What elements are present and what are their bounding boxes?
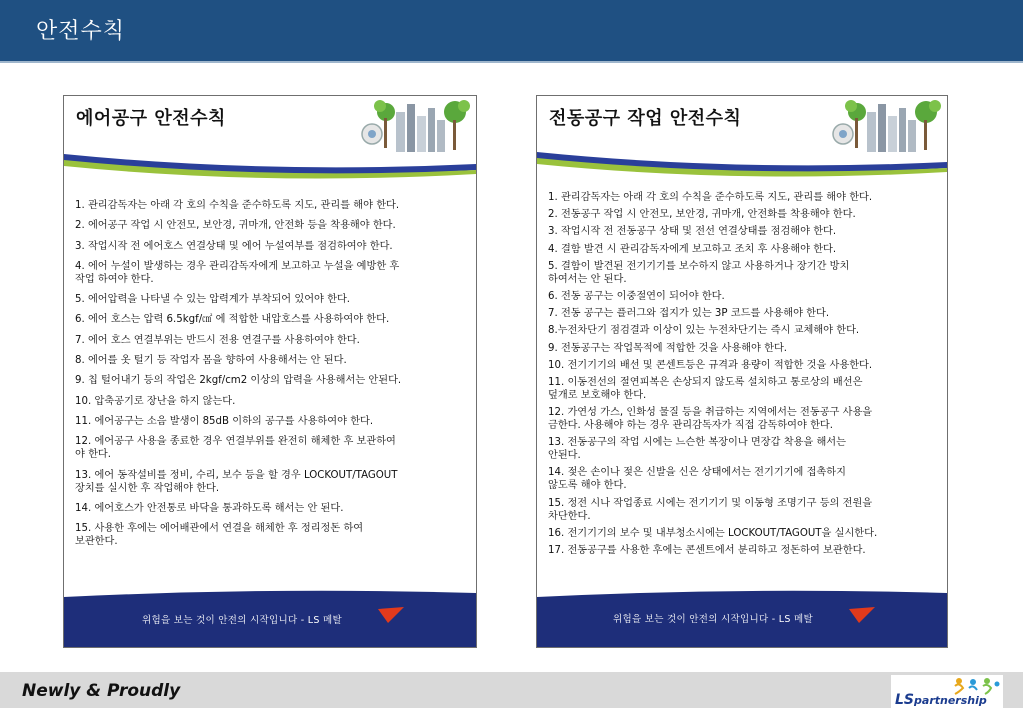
rule-item: 5. 결함이 발견된 전기기기를 보수하지 않고 사용하거나 장기간 방치 하여서는 안 된다. <box>548 260 850 285</box>
rule-item: 6. 전동 공구는 이중절연이 되어야 한다. <box>548 290 725 302</box>
poster-title: 전동공구 작업 안전수칙 <box>549 108 742 129</box>
rule-item: 14. 에어호스가 안전통로 바닥을 통과하도록 해서는 안 된다. <box>75 502 344 514</box>
rule-item: 9. 칩 털어내기 등의 작업은 2kgf/cm2 이상의 압력을 사용해서는 안된다. <box>75 375 402 387</box>
rule-item: 8. 에어를 옷 털기 등 작업자 몸을 향하여 사용해서는 안 된다. <box>75 355 347 367</box>
air-tool-safety-poster <box>63 95 477 648</box>
rule-item: 8.누전차단기 점검결과 이상이 있는 누전차단기는 즉시 교체해야 한다. <box>548 325 860 337</box>
header-bar <box>0 0 1023 61</box>
rule-item: 16. 전기기기의 보수 및 내부청소시에는 LOCKOUT/TAGOUT을 실시한다. <box>548 527 878 539</box>
header-divider <box>0 61 1023 63</box>
decorative-swoosh <box>64 148 476 192</box>
rule-item: 3. 작업시작 전 에어호스 연결상태 및 에어 누설여부를 점검하여야 한다. <box>75 240 393 252</box>
logo-ls-text: LS <box>895 692 915 708</box>
rule-item: 13. 에어 동작설비를 정비, 수리, 보수 등을 할 경우 LOCKOUT/TAGOUT 장치를 실시한 후 작업해야 한다. <box>75 469 398 494</box>
logo-partnership-text: partnership <box>914 694 987 707</box>
rule-item: 3. 작업시작 전 전동공구 상태 및 전선 연결상태를 점검해야 한다. <box>548 226 837 238</box>
footer-swoosh <box>64 587 476 597</box>
rule-item: 9. 전동공구는 작업목적에 적합한 것을 사용해야 한다. <box>548 342 788 354</box>
safety-slogan: 위험을 보는 것이 안전의 시작입니다 - LS 메탈 <box>613 614 813 625</box>
tagline: Newly & Proudly <box>22 681 181 701</box>
rule-item: 10. 전기기기의 배선 및 콘센트등은 규격과 용량이 적합한 것을 사용한다. <box>548 359 873 371</box>
rule-item: 1. 관리감독자는 아래 각 호의 수칙을 준수하도록 지도, 관리를 해야 한다. <box>548 192 873 203</box>
rule-item: 10. 압축공기로 장난을 하지 않는다. <box>75 395 236 407</box>
rule-item: 14. 젖은 손이나 젖은 신발을 신은 상태에서는 전기기기에 접촉하지 않도록 해야 한다. <box>548 467 846 492</box>
safety-rules-list <box>548 191 939 561</box>
rule-item: 4. 에어 누설이 발생하는 경우 관리감독자에게 보고하고 누설을 예방한 후 작업 하여야 한다. <box>75 260 400 285</box>
red-flag-icon <box>376 605 406 625</box>
rule-item: 2. 전동공구 작업 시 안전모, 보안경, 귀마개, 안전화를 착용해야 한다. <box>548 209 856 221</box>
rule-item: 12. 가연성 가스, 인화성 물질 등을 취급하는 지역에서는 전동공구 사용을 금한다. 사용해야 하는 경우 관리감독자가 직접 감독하여야 한다. <box>548 407 873 432</box>
rule-item: 15. 사용한 후에는 에어배관에서 연결을 해체한 후 정리정돈 하여 보관한다. <box>75 523 364 548</box>
rule-item: 11. 에어공구는 소음 발생이 85dB 이하의 공구를 사용하여야 한다. <box>75 415 374 427</box>
rule-item: 7. 에어 호스 연결부위는 반드시 전용 연결구를 사용하여야 한다. <box>75 334 360 346</box>
footer-bar <box>0 672 1023 708</box>
poster-title: 에어공구 안전수칙 <box>76 108 226 129</box>
rule-item: 17. 전동공구를 사용한 후에는 콘센트에서 분리하고 정돈하여 보관한다. <box>548 545 866 556</box>
ls-partnership-logo <box>891 675 1003 709</box>
footer-swoosh <box>537 587 947 597</box>
rule-item: 5. 에어압력을 나타낼 수 있는 압력계가 부착되어 있어야 한다. <box>75 294 351 306</box>
rule-item: 4. 결함 발견 시 관리감독자에게 보고하고 조치 후 사용해야 한다. <box>548 243 837 255</box>
page-title: 안전수칙 <box>36 19 126 44</box>
power-tool-safety-poster <box>536 95 948 648</box>
safety-rules-list <box>75 199 468 555</box>
poster-footer-band <box>64 597 476 647</box>
poster-footer-band <box>537 597 947 647</box>
rule-item: 2. 에어공구 작업 시 안전모, 보안경, 귀마개, 안전화 등을 착용해야 한다. <box>75 220 396 232</box>
rule-item: 15. 정전 시나 작업종료 시에는 전기기기 및 이동형 조명기구 등의 전원을 차단한다. <box>548 497 873 522</box>
rule-item: 7. 전동 공구는 플러그와 접지가 있는 3P 코드를 사용해야 한다. <box>548 308 830 320</box>
rule-item: 1. 관리감독자는 아래 각 호의 수칙을 준수하도록 지도, 관리를 해야 한다. <box>75 200 400 211</box>
safety-slogan: 위험을 보는 것이 안전의 시작입니다 - LS 메탈 <box>142 615 342 626</box>
rule-item: 13. 전동공구의 작업 시에는 느슨한 복장이나 면장갑 착용을 해서는 안된다. <box>548 437 846 462</box>
rule-item: 6. 에어 호스는 압력 6.5kgf/㎠ 에 적합한 내압호스를 사용하여야 한다. <box>75 314 390 326</box>
red-flag-icon <box>847 605 877 625</box>
rule-item: 11. 이동전선의 절연피복은 손상되지 않도록 설치하고 통로상의 배선은 덮개로 보호해야 한다. <box>548 376 863 401</box>
rule-item: 12. 에어공구 사용을 종료한 경우 연결부위를 완전히 해체한 후 보관하여 야 한다. <box>75 436 396 461</box>
decorative-swoosh <box>537 146 947 190</box>
